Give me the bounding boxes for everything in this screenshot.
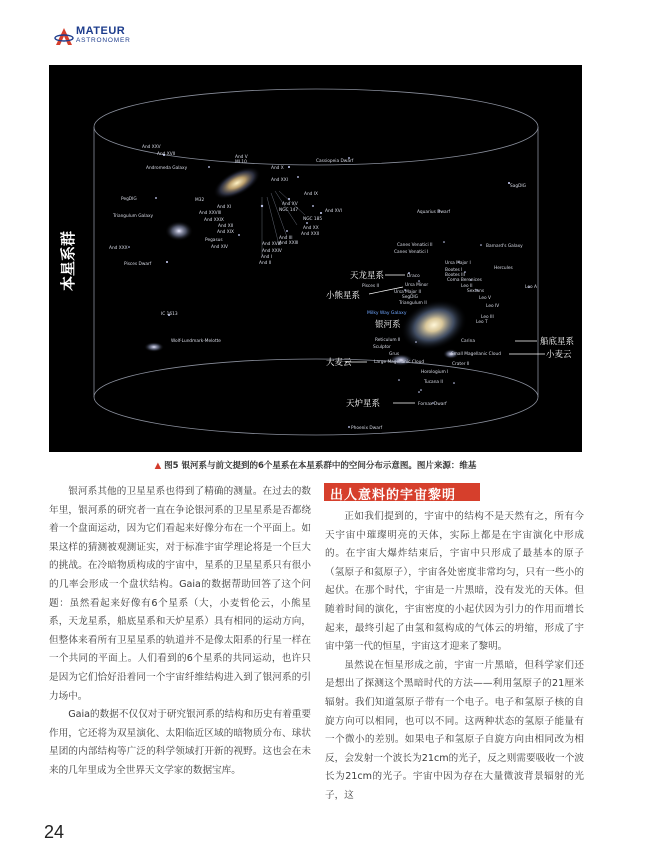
right-column (325, 508, 584, 806)
galaxy-label: Large Magellanic Cloud (374, 360, 425, 365)
galaxy-label: And XII (218, 224, 234, 229)
galaxy-label: NGC 185 (303, 217, 323, 222)
galaxy-label: Cassiopeia Dwarf (316, 159, 354, 164)
logo-line2: ASTRONOMER (76, 37, 131, 44)
galaxy-label: And XVIII (262, 242, 282, 247)
galaxy-label: And XX (303, 226, 319, 231)
galaxy-label: Pisces Dwarf (124, 262, 152, 267)
callout-ursa-minor: 小熊星系 (326, 291, 361, 301)
galaxy-label: Leo T (476, 320, 488, 325)
galaxy-label: And XXII (301, 232, 320, 237)
galaxy-label: PegDIG (121, 197, 137, 202)
callout-carina: 船底星系 (540, 337, 575, 347)
cylinder-bottom (94, 359, 538, 435)
magazine-logo (54, 26, 134, 48)
galaxy-label: And XIV (211, 245, 228, 250)
galaxy-label: Triangulum II (399, 301, 427, 306)
galaxy-label: And XXIV (262, 249, 282, 254)
galaxy-label: And XXV (142, 145, 161, 150)
galaxy-label: Andromeda Galaxy (146, 166, 188, 171)
callout-draco: 天龙星系 (350, 271, 385, 281)
galaxy-label: And II (259, 261, 272, 266)
galaxy-label: SagDIG (510, 184, 526, 189)
galaxy-label: Reticulum II (375, 338, 401, 343)
paragraph: 正如我们提到的，宇宙中的结构不是天然有之，所有今天宇宙中璀璨明亮的天体，实际上都是在宇宙演化中形成的。在宇宙大爆炸结束后，宇宙中只形成了最基本的原子（氢原子和氦原子），宇宙各处密度非常均匀，只有一些小的起伏。在那个时代，宇宙是一片黑暗，没有发光的天体。但随着时间的演化，宇宙密度的小起伏因为引力的作用而增长起来，最终引起了由氢和氦构成的气体云的坍缩，形成了宇宙中第一代的恒星，宇宙这才迎来了黎明。 (325, 511, 584, 653)
galaxy-label: Tucana II (424, 380, 443, 385)
galaxy-label: And X (271, 166, 284, 171)
galaxy-label: SegDIG (402, 295, 419, 300)
local-group-label: 本星系群 (59, 230, 77, 292)
galaxy-label: NGC 147 (279, 208, 299, 213)
callout-smc: 小麦云 (546, 350, 572, 360)
caption-triangle-icon: ▲ (154, 461, 162, 471)
galaxy-label: Carina (461, 339, 475, 344)
triangulum-galaxy-image (165, 221, 193, 241)
galaxy-label: And XXX (109, 246, 128, 251)
galaxy-label: And XVII (157, 152, 176, 157)
galaxy-label: Draco (407, 274, 420, 279)
callout-lmc: 大麦云 (326, 358, 352, 368)
galaxy-label: Wolf-Lundmark-Melotte (171, 339, 221, 344)
paragraph: 银河系其他的卫星星系也得到了精确的测量。在过去的数年里，银河系的研究者一直在争论银河系的卫星星系是否都绕着一个盘面运动，因为它们看起来好像分布在一个平面上。如果这样的猜测被观测证实，对于标准宇宙学理论将是一个巨大的挑战。在冷暗物质构成的宇宙中，星系的卫星星系只有很小的几率会形成一个盘状结构。Gaia的数据帮助回答了这个问题：虽然看起来好像有6个星系（大，小麦哲伦云，小熊星系，天龙星系，船底星系和天炉星系）具有相同的运动方向，但整体来看所有卫星星系的轨道并不是像太阳系的行星一样在一个共同的平面上。人们看到的6个星系的共同运动，也许只是因为它们恰好沿着同一个宇宙纤维结构进入到了银河系的引力场中。 (49, 486, 311, 702)
galaxy-label: Leo V (479, 296, 491, 301)
galaxy-label: And XXI (271, 178, 288, 183)
milky-way-zh-label: 银河系 (375, 320, 401, 330)
callout-fornax: 天炉星系 (346, 399, 381, 409)
logo-line1: MATEUR (76, 25, 126, 37)
galaxy-label: Triangulum Galaxy (113, 214, 154, 219)
galaxy-label: Canes Venatici I (394, 250, 429, 255)
galaxy-label: Leo II (461, 284, 473, 289)
galaxy-label: Pisces II (362, 284, 380, 289)
galaxy-label: And XXIII (279, 241, 299, 246)
galaxy-label: IC 1613 (161, 312, 178, 317)
galaxy-label: And XXIX (204, 218, 224, 223)
galaxy-label: Horologium I (421, 370, 449, 375)
galaxy-label: And XVI (325, 209, 342, 214)
left-column (49, 483, 311, 781)
andromeda-galaxy-image (208, 160, 265, 206)
local-group-figure (49, 65, 582, 452)
figure-caption (49, 459, 582, 471)
galaxy-label: Grus (389, 352, 400, 357)
milky-way-en-label: Milky Way Galaxy (367, 311, 407, 316)
galaxy-label: And V (235, 155, 248, 160)
paragraph: 虽然说在恒星形成之前，宇宙一片黑暗，但科学家们还是想出了探测这个黑暗时代的方法——利用氢原子的21厘米辐射。我们知道氢原子带有一个电子。电子和氢原子核的自旋方向可以相同，也可以不同。这两种状态的氢原子能量有一个微小的差别。如果电子和氢原子自旋方向由相同改为相反，会发射一个波长为21cm的光子，反之则需要吸收一个波长为21cm的光子。宇宙中因为存在大量微波背景辐射的光子，这 (325, 659, 584, 801)
galaxy-label: And XIX (217, 230, 234, 235)
caption-text: 图5 银河系与前文提到的6个星系在本星系群中的空间分布示意图。图片来源：维基 (164, 461, 477, 471)
galaxy-label: Ursa Major I (445, 261, 471, 266)
galaxy-label: Ursa Minor (405, 283, 429, 288)
galaxy-label: Sculptor (373, 345, 391, 350)
galaxy-label: M32 (195, 198, 205, 203)
logo-a-icon (54, 26, 74, 46)
galaxy-label: Coma Berenices (447, 278, 482, 283)
galaxy-label: And III (279, 236, 293, 241)
galaxy-label: Barnard's Galaxy (486, 244, 523, 249)
galaxy-label: Leo A (525, 285, 537, 290)
galaxy-label: Sextans (467, 289, 485, 294)
galaxy-label: Ursa Major II (394, 290, 421, 295)
galaxy-label: Phoenix Dwarf (351, 426, 383, 431)
galaxy-label: And XXVIII (199, 211, 222, 216)
galaxy-label: Aquarius Dwarf (417, 210, 450, 215)
galaxy-label: Hercules (494, 266, 513, 271)
paragraph: Gaia的数据不仅仅对于研究银河系的结构和历史有着重要作用，它还将为双星演化、太阳临近区域的暗物质分布、球状星团的内部结构等广泛的科学领域打开新的视野。这也会在未来的几年里成为全世界天文学家的数据宝库。 (49, 709, 311, 776)
galaxy-label: Bootes III (445, 273, 465, 278)
galaxy-label: And XV (282, 202, 298, 207)
galaxy-label: Leo III (481, 315, 494, 320)
galaxy-label: And IX (304, 192, 318, 197)
galaxy-label: Crater II (452, 362, 470, 367)
page-number: 24 (44, 822, 65, 842)
galaxy-label: Pegasus (205, 238, 223, 243)
galaxy-label: Fornax Dwarf (418, 402, 447, 407)
galaxy-label: And XI (217, 205, 231, 210)
galaxy-label: Canes Venatici II (397, 243, 433, 248)
section-title: 出人意料的宇宙黎明 (330, 488, 457, 503)
galaxy-label: Bootes I (445, 268, 463, 273)
galaxy-label: Leo IV (486, 304, 500, 309)
section-heading (324, 483, 480, 501)
local-group-map (49, 65, 582, 452)
galaxy-label: And I (261, 255, 273, 260)
galaxy-label: Small Magellanic Cloud (451, 352, 501, 357)
galaxy-label: MI 10 (235, 160, 247, 165)
